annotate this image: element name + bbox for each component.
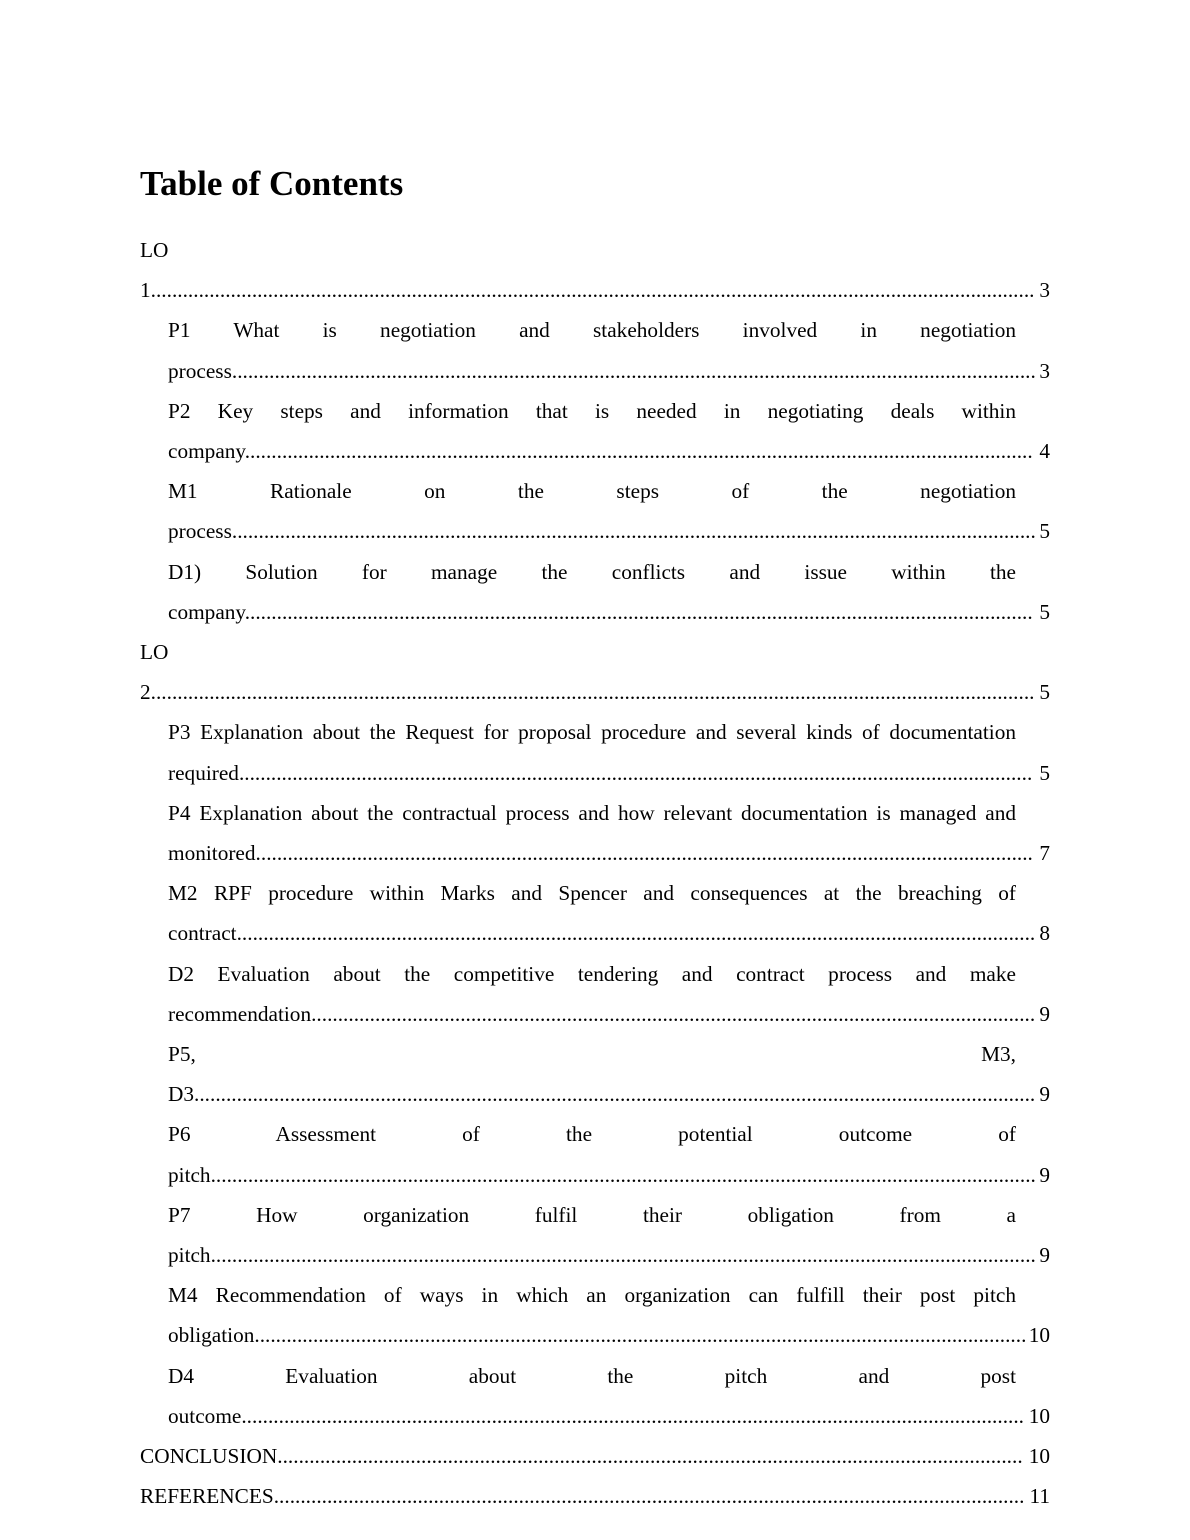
toc-entry-container (168, 552, 1050, 632)
toc-entry-container (168, 391, 1050, 471)
toc-entry[interactable] (140, 1034, 1050, 1114)
toc-entry[interactable] (140, 1275, 1050, 1355)
toc-entry-container (140, 230, 1050, 310)
toc-entry-container (140, 1436, 1050, 1476)
toc-entry-label: P1 What is negotiation and stakeholders involved in negotiation process (168, 318, 1016, 383)
toc-entry-label: P7 How organization fulfil their obligation from a pitch (168, 1202, 1016, 1268)
table-of-contents (140, 230, 1050, 1517)
toc-entry[interactable] (140, 391, 1050, 471)
dot-leader: ..................................................................................................................................................... (238, 760, 1033, 785)
toc-entry-page-number: 10 (1028, 1436, 1050, 1476)
toc-entry-container (168, 793, 1050, 873)
dot-leader: ............................................................................................................................................. (273, 1484, 1025, 1509)
toc-entry[interactable] (140, 1195, 1050, 1275)
toc-entry-page-number: 5 (1038, 592, 1050, 632)
toc-entry[interactable] (140, 632, 1050, 712)
toc-entry-label: M4 Recommendation of ways in which an organization can fulfill their post pitch obligation (168, 1283, 1016, 1348)
toc-entry-label: CONCLUSION (140, 1444, 278, 1469)
dot-leader: ................................................................................................................................................. (254, 1323, 1027, 1348)
toc-entry[interactable] (140, 873, 1050, 953)
toc-entry-label: P3 Explanation about the Request for proposal procedure and several kinds of documentation required (168, 720, 1016, 785)
toc-entry-label: M1 Rationale on the steps of the negotiation process (168, 479, 1016, 544)
dot-leader: ........................................................................................................................................................... (210, 1243, 1036, 1268)
toc-entry-label: P5, M3, D3 (168, 1042, 1016, 1107)
toc-entry[interactable] (140, 954, 1050, 1034)
toc-entry-container (168, 310, 1050, 390)
toc-entry-label: D1) Solution for manage the conflicts and issue within the company (168, 559, 1016, 624)
toc-entry-label: P6 Assessment of the potential outcome of pitch (168, 1122, 1016, 1187)
toc-entry[interactable] (140, 793, 1050, 873)
toc-heading: Table of Contents (140, 164, 404, 203)
toc-entry-page-number: 5 (1038, 753, 1050, 793)
toc-entry-page-number: 10 (1028, 1396, 1050, 1436)
toc-entry-page-number: 4 (1038, 431, 1050, 471)
dot-leader: ............................................................................................................................................ (277, 1444, 1023, 1469)
toc-entry[interactable] (140, 1356, 1050, 1436)
dot-leader: ...................................................................................................................................................................... (150, 278, 1035, 303)
toc-entry[interactable] (140, 1476, 1050, 1516)
toc-entry-label: M2 RPF procedure within Marks and Spencer and consequences at the breaching of contract (168, 881, 1016, 946)
toc-entry-page-number: 7 (1038, 833, 1050, 873)
toc-entry[interactable] (140, 310, 1050, 390)
toc-entry-label: LO 2 (140, 640, 169, 705)
toc-entry-label: P4 Explanation about the contractual process and how relevant documentation is managed and monitored (168, 800, 1016, 866)
toc-entry-container (168, 1034, 1050, 1114)
toc-entry-container (168, 1114, 1050, 1194)
dot-leader: ....................................................................................................................................................... (231, 519, 1036, 544)
toc-entry[interactable] (140, 471, 1050, 551)
dot-leader: ........................................................................................................................................................... (210, 1162, 1036, 1187)
dot-leader: ........................................................................................................................................ (311, 1001, 1036, 1026)
toc-entry-container (168, 471, 1050, 551)
dot-leader: ...................................................................................................................................................................... (150, 680, 1035, 705)
toc-entry-container (168, 712, 1050, 792)
dot-leader: .................................................................................................................................................... (244, 599, 1033, 624)
toc-entry[interactable] (140, 1114, 1050, 1194)
toc-entry-page-number: 9 (1038, 994, 1050, 1034)
dot-leader: ....................................................................................................................................................... (231, 358, 1036, 383)
toc-entry-page-number: 9 (1038, 1155, 1050, 1195)
toc-entry-container (168, 1275, 1050, 1355)
toc-entry-container (140, 1476, 1050, 1516)
dot-leader: .................................................................................................................................................. (255, 841, 1033, 866)
toc-entry-page-number: 10 (1028, 1315, 1050, 1355)
toc-entry[interactable] (140, 1436, 1050, 1476)
toc-entry-page-number: 8 (1038, 913, 1050, 953)
dot-leader: ................................................................................................................................................... (241, 1403, 1025, 1428)
toc-entry-page-number: 5 (1038, 511, 1050, 551)
toc-entry-container (140, 632, 1050, 712)
dot-leader: ...................................................................................................................................................... (236, 921, 1036, 946)
toc-entry-label: P2 Key steps and information that is needed in negotiating deals within company (168, 398, 1016, 464)
dot-leader: .................................................................................................................................................... (244, 439, 1033, 464)
toc-entry[interactable] (140, 552, 1050, 632)
toc-entry-page-number: 5 (1038, 672, 1050, 712)
toc-entry[interactable] (140, 230, 1050, 310)
toc-entry-label: D4 Evaluation about the pitch and post outcome (168, 1363, 1016, 1428)
toc-entry-container (168, 954, 1050, 1034)
toc-entry-page-number: 9 (1038, 1074, 1050, 1114)
toc-entry-label: LO 1 (140, 238, 169, 303)
toc-entry-container (168, 1195, 1050, 1275)
toc-entry-page-number: 9 (1038, 1235, 1050, 1275)
toc-entry-page-number: 11 (1028, 1476, 1050, 1516)
dot-leader: .............................................................................................................................................................. (194, 1082, 1036, 1107)
toc-entry-label: REFERENCES (140, 1484, 274, 1509)
toc-entry-page-number: 3 (1038, 351, 1050, 391)
toc-entry-page-number: 3 (1038, 270, 1050, 310)
toc-entry-container (168, 1356, 1050, 1436)
toc-entry[interactable] (140, 712, 1050, 792)
toc-entry-container (168, 873, 1050, 953)
toc-entry-label: D2 Evaluation about the competitive tendering and contract process and make recommendation (168, 961, 1016, 1026)
